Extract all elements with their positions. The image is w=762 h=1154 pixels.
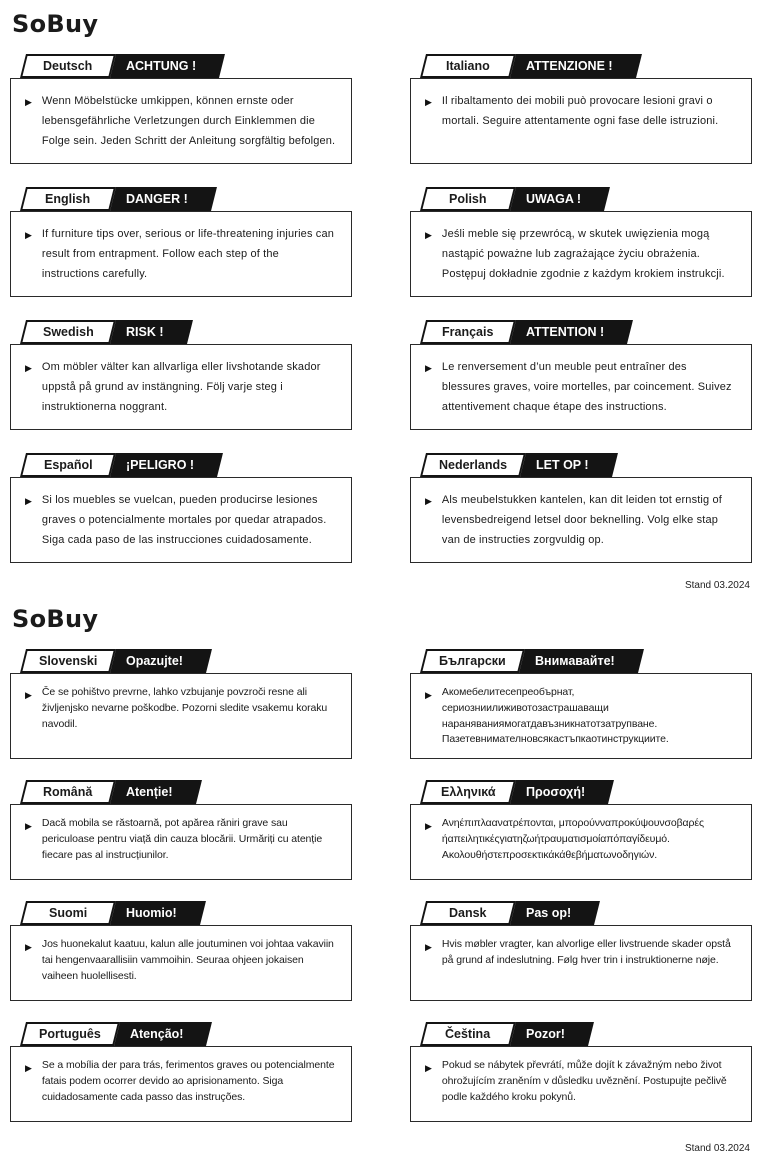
warning-box [10, 78, 352, 164]
warning-box [10, 344, 352, 430]
warning-text: Pokud se nábytek převrátí, může dojít k závažným nebo život ohrožujícím zraněním v důsledku uvěznění. Postupujte pečlivě podle každého kroku pokynů. [441, 1059, 727, 1103]
warning-box [10, 1046, 352, 1122]
warning-tab [515, 453, 618, 477]
tab-row [20, 453, 352, 477]
language-tab [420, 1022, 516, 1046]
tab-row [20, 901, 352, 925]
warning-text: Il ribaltamento dei mobili può provocare lesioni gravi o mortali. Seguire attentamente ogni fase delle istruzioni. [441, 95, 719, 127]
warning-text: Als meubelstukken kantelen, kan dit leiden tot ernstig of levensbedreigend letsel door beknelling. Volg elke stap van de instructies zorgvuldig op. [441, 494, 722, 546]
warning-label: Atenção! [129, 1027, 184, 1041]
warning-text: Om möbler välter kan allvarliga eller livshotande skador uppstå på grund av instängning. Följ varje steg i instruktionerna noggrant. [41, 361, 321, 413]
warning-label: ¡PELIGRO ! [125, 458, 195, 472]
language-tab [20, 453, 116, 477]
warning-box [410, 211, 752, 297]
warning-block-deutsch [10, 54, 352, 164]
tab-row [20, 320, 352, 344]
warning-text: Se a mobília der para trás, ferimentos graves ou potencialmente fatais podem ocorrer devido ao aprisionamento. Siga cuidadosamente cada passo das instruções. [41, 1059, 335, 1103]
section-1 [10, 10, 752, 591]
warning-label: ATTENTION ! [525, 325, 605, 339]
warning-text: Si los muebles se vuelcan, pueden producirse lesiones graves o potencialmente mortales por quedar atrapados. Siga cada paso de las instrucciones cuidadosamente. [41, 494, 327, 546]
warning-box [10, 211, 352, 297]
warning-text: If furniture tips over, serious or life-threatening injuries can result from entrapment. Follow each step of the instructions carefully. [41, 228, 334, 280]
triangle-bullet-icon: ▶ [425, 1063, 432, 1073]
tab-row [20, 54, 352, 78]
language-tab [20, 901, 116, 925]
language-label: Български [438, 654, 506, 668]
language-tab [420, 320, 516, 344]
warning-label: Opazujte! [126, 654, 184, 668]
language-tab [20, 54, 116, 78]
warning-text: Wenn Möbelstücke umkippen, können ernste oder lebensgefährliche Verletzungen durch Einklemmen die Folge sein. Jeden Schritt der Anleitung sorgfältig befolgen. [41, 95, 336, 147]
triangle-bullet-icon: ▶ [25, 363, 32, 373]
warning-row [10, 453, 752, 563]
tab-row [420, 320, 752, 344]
language-label: Français [442, 325, 494, 339]
warning-tab [505, 1022, 594, 1046]
triangle-bullet-icon: ▶ [25, 690, 32, 700]
triangle-bullet-icon: ▶ [425, 496, 432, 506]
warning-label: Προσοχή! [525, 785, 586, 799]
brand-logo: SoBuy [12, 10, 99, 38]
warning-label: LET OP ! [536, 458, 589, 472]
warning-row [10, 54, 752, 164]
warning-block-cestina [410, 1022, 752, 1122]
warning-box [410, 1046, 752, 1122]
warning-text: Ανηέπιπλαανατρέπονται, μπορούνναπροκύψουνσοβαρές ήαπειλητικέςγιατηζωήτραυματισμοίαπόπαγίδευμό. Ακολουθήστεπροσεκτικάκάθεβήματωνοδηγιών. [441, 817, 704, 861]
warning-label: ATTENZIONE ! [525, 59, 613, 73]
tab-row [20, 780, 352, 804]
warning-tab [105, 780, 202, 804]
language-tab [420, 453, 526, 477]
language-tab [420, 901, 516, 925]
stand-date: Stand 03.2024 [684, 1143, 750, 1154]
warning-tab [514, 649, 644, 673]
warning-label: ACHTUNG ! [125, 59, 197, 73]
language-label: Italiano [446, 59, 490, 73]
warning-label: RISK ! [125, 325, 164, 339]
warning-text: Le renversement d’un meuble peut entraîner des blessures graves, voire mortelles, par coincement. Suivez attentivement chaque étape des instructions. [441, 361, 732, 413]
warning-block-romana [10, 780, 352, 880]
language-tab [20, 649, 116, 673]
language-label: Suomi [48, 906, 88, 920]
warning-block-greek [410, 780, 752, 880]
warning-box [410, 78, 752, 164]
tab-row [420, 780, 752, 804]
warning-tab [105, 320, 192, 344]
warning-block-bulgarian [410, 649, 752, 759]
triangle-bullet-icon: ▶ [425, 821, 432, 831]
triangle-bullet-icon: ▶ [425, 690, 432, 700]
language-label: Swedish [42, 325, 94, 339]
warning-tab [505, 901, 600, 925]
warning-label: DANGER ! [125, 192, 188, 206]
section-2 [10, 605, 752, 1154]
tab-row [420, 187, 752, 211]
tab-row [20, 1022, 352, 1046]
warning-row [10, 780, 752, 880]
tab-row [20, 649, 352, 673]
warning-tab [109, 1022, 212, 1046]
warning-tab [505, 780, 614, 804]
warning-box [410, 925, 752, 1001]
triangle-bullet-icon: ▶ [425, 230, 432, 240]
language-tab [420, 649, 525, 673]
warning-label: Pozor! [525, 1027, 565, 1041]
warning-text: Jos huonekalut kaatuu, kalun alle joutuminen voi johtaa vakaviin tai hengenvaarallisiin vammoihin. Seuraa ohjeen jokaisen vaiheen huolellisesti. [41, 938, 334, 982]
warning-text: Če se pohištvo prevrne, lahko vzbujanje povzroči resne ali življenjsko nevarne poškodbe. Pozorni sledite vsakemu koraku navodil. [41, 686, 328, 730]
warning-tab [505, 187, 610, 211]
warning-row [10, 1022, 752, 1122]
warning-row [10, 649, 752, 759]
warning-tab [505, 54, 642, 78]
warning-block-francais [410, 320, 752, 430]
warning-label: Внимавайте! [534, 654, 615, 668]
triangle-bullet-icon: ▶ [25, 97, 32, 107]
language-label: Čeština [445, 1027, 491, 1041]
triangle-bullet-icon: ▶ [425, 363, 432, 373]
warning-block-english [10, 187, 352, 297]
warning-block-espanol [10, 453, 352, 563]
warning-text: Jeśli meble się przewrócą, w skutek uwięzienia mogą nastąpić poważne lub zagrażające życiu obrażenia. Postępuj dokładnie zgodnie z każdym krokiem instrukcji. [441, 228, 725, 280]
warning-tab [105, 453, 223, 477]
triangle-bullet-icon: ▶ [25, 496, 32, 506]
triangle-bullet-icon: ▶ [425, 97, 432, 107]
warning-box [10, 477, 352, 563]
tab-row [420, 1022, 752, 1046]
language-tab [420, 54, 516, 78]
tab-row [420, 649, 752, 673]
warning-box [410, 804, 752, 880]
language-label: Română [43, 785, 93, 799]
warning-box [10, 673, 352, 759]
language-label: Español [43, 458, 93, 472]
warning-tab [105, 54, 225, 78]
warning-block-italiano [410, 54, 752, 164]
warning-row [10, 901, 752, 1001]
warning-block-portugues [10, 1022, 352, 1122]
warning-row [10, 320, 752, 430]
warning-box [410, 344, 752, 430]
language-tab [20, 780, 116, 804]
language-tab [20, 1022, 120, 1046]
language-tab [20, 187, 116, 211]
language-label: Dansk [449, 906, 487, 920]
language-tab [420, 780, 516, 804]
warning-block-dansk [410, 901, 752, 1001]
triangle-bullet-icon: ▶ [25, 1063, 32, 1073]
warning-tab [505, 320, 633, 344]
warning-tab [105, 649, 212, 673]
warning-block-nederlands [410, 453, 752, 563]
tab-row [420, 453, 752, 477]
warning-label: Huomio! [125, 906, 177, 920]
warning-box [10, 804, 352, 880]
language-label: Nederlands [438, 458, 508, 472]
warning-text: Hvis møbler vragter, kan alvorlige eller livstruende skader opstå på grund af indeslutning. Følg hver trin i instruktionerne nøje. [441, 938, 731, 966]
stand-date: Stand 03.2024 [684, 580, 750, 591]
language-label: Slovenski [38, 654, 98, 668]
warning-box [410, 673, 752, 759]
language-label: Deutsch [43, 59, 93, 73]
triangle-bullet-icon: ▶ [425, 942, 432, 952]
tab-row [20, 187, 352, 211]
warning-tab [105, 901, 206, 925]
warning-block-slovenski [10, 649, 352, 759]
warning-block-suomi [10, 901, 352, 1001]
triangle-bullet-icon: ▶ [25, 942, 32, 952]
warning-box [10, 925, 352, 1001]
warning-label: UWAGA ! [525, 192, 582, 206]
triangle-bullet-icon: ▶ [25, 230, 32, 240]
brand-logo: SoBuy [12, 605, 99, 633]
language-label: Português [38, 1027, 101, 1041]
warning-label: Atenție! [125, 785, 173, 799]
warning-text: Акомебелитесепреобърнат, сериозниилиживотозастрашаващи нараняваниямогатдавъзникнатотзатрупване. Пазетевнимателновсякастъпкаотинструкциите. [441, 686, 669, 746]
language-label: English [45, 192, 91, 206]
triangle-bullet-icon: ▶ [25, 821, 32, 831]
warning-label: Pas op! [525, 906, 572, 920]
language-label: Polish [449, 192, 487, 206]
warning-box [410, 477, 752, 563]
warning-row [10, 187, 752, 297]
warning-block-swedish [10, 320, 352, 430]
language-tab [20, 320, 116, 344]
warning-tab [105, 187, 217, 211]
warning-text: Dacă mobila se răstoarnă, pot apărea răniri grave sau periculoase pentru viață din cauza blocării. Urmăriți cu atenție fiecare pas al instrucțiunilor. [41, 817, 323, 861]
language-tab [420, 187, 516, 211]
tab-row [420, 901, 752, 925]
warning-block-polish [410, 187, 752, 297]
language-label: Ελληνικά [440, 785, 496, 799]
tab-row [420, 54, 752, 78]
